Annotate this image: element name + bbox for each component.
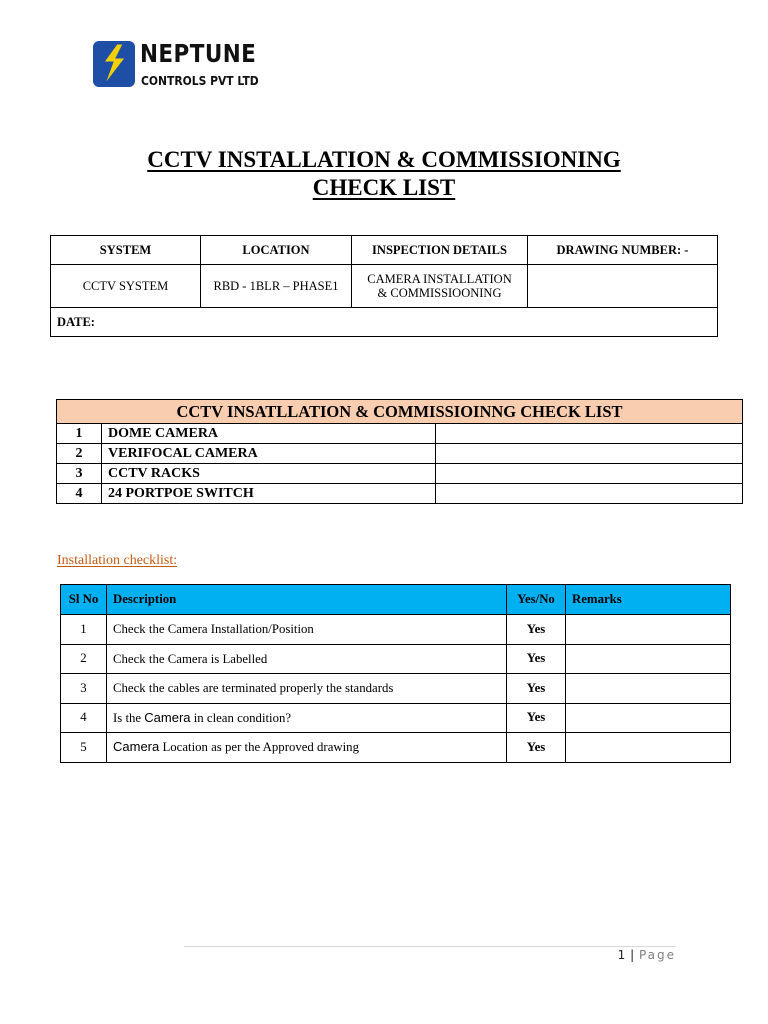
- header-yes-no: Yes/No: [507, 585, 566, 615]
- date-row: [51, 308, 718, 337]
- page-separator: |: [630, 948, 635, 962]
- logo-subtitle: CONTROLS PVT LTD: [141, 73, 259, 88]
- equipment-name: VERIFOCAL CAMERA: [102, 444, 436, 464]
- header-remarks: Remarks: [566, 585, 731, 615]
- system-value: CCTV SYSTEM: [51, 265, 201, 308]
- equipment-value: [436, 444, 743, 464]
- sl-no-cell: 5: [61, 733, 107, 763]
- table-row: [61, 615, 731, 645]
- installation-checklist-label: Installation checklist:: [57, 553, 178, 568]
- installation-checklist-table: [60, 584, 731, 763]
- logo-name: NEPTUNE: [140, 39, 257, 68]
- table-row: [57, 444, 743, 464]
- page-number: 1: [617, 948, 626, 962]
- table-row: [61, 644, 731, 674]
- description-text: Check the Camera Installation/Position: [113, 622, 314, 637]
- equipment-number: 1: [57, 424, 102, 444]
- page-title: [0, 146, 768, 202]
- description-text-sans: Camera: [144, 709, 191, 725]
- remarks-cell: [566, 703, 731, 733]
- equipment-name: 24 PORTPOE SWITCH: [102, 484, 436, 504]
- description-cell: [107, 644, 507, 674]
- remarks-cell: [566, 674, 731, 704]
- title-line-2: CHECK LIST: [312, 175, 456, 200]
- header-drawing-number: DRAWING NUMBER: -: [528, 236, 718, 265]
- equipment-value: [436, 484, 743, 504]
- equipment-name: DOME CAMERA: [102, 424, 436, 444]
- equipment-value: [436, 464, 743, 484]
- remarks-cell: [566, 644, 731, 674]
- drawing-number-value: [528, 265, 718, 308]
- location-value: RBD - 1BLR – PHASE1: [201, 265, 352, 308]
- sl-no-cell: 2: [61, 644, 107, 674]
- equipment-number: 3: [57, 464, 102, 484]
- info-value-row: [51, 265, 718, 308]
- description-cell: [107, 703, 507, 733]
- page-footer: [560, 948, 676, 962]
- description-text: Check the Camera is Labelled: [113, 651, 268, 666]
- table-row: [57, 424, 743, 444]
- remarks-cell: [566, 733, 731, 763]
- sl-no-cell: 1: [61, 615, 107, 645]
- equipment-number: 2: [57, 444, 102, 464]
- equipment-table-heading: CCTV INSATLLATION & COMMISSIOINNG CHECK LIST: [57, 400, 743, 424]
- inspection-details-value: [352, 265, 528, 308]
- description-text-sans: Camera: [113, 739, 160, 755]
- description-cell: [107, 615, 507, 645]
- sl-no-cell: 4: [61, 703, 107, 733]
- inspection-line-1: CAMERA INSTALLATION: [367, 272, 512, 286]
- table-row: [61, 733, 731, 763]
- date-label: DATE:: [51, 308, 718, 337]
- remarks-cell: [566, 615, 731, 645]
- equipment-name: CCTV RACKS: [102, 464, 436, 484]
- title-line-1: CCTV INSTALLATION & COMMISSIONING: [147, 147, 621, 172]
- info-header-row: [51, 236, 718, 265]
- header-system: SYSTEM: [51, 236, 201, 265]
- equipment-table: [56, 399, 743, 504]
- yes-no-cell: Yes: [507, 733, 566, 763]
- info-table: [50, 235, 718, 337]
- equipment-heading-row: [57, 400, 743, 424]
- sl-no-cell: 3: [61, 674, 107, 704]
- equipment-value: [436, 424, 743, 444]
- yes-no-cell: Yes: [507, 644, 566, 674]
- description-text: Is the: [113, 710, 145, 725]
- description-text-tail: Location as per the Approved drawing: [159, 740, 359, 755]
- description-cell: [107, 733, 507, 763]
- header-location: LOCATION: [201, 236, 352, 265]
- inspection-line-2: & COMMISSIOONING: [377, 286, 502, 300]
- equipment-number: 4: [57, 484, 102, 504]
- table-row: [61, 674, 731, 704]
- header-sl-no: Sl No: [61, 585, 107, 615]
- description-text: Check the cables are terminated properly the standards: [113, 681, 394, 696]
- header-description: Description: [107, 585, 507, 615]
- yes-no-cell: Yes: [507, 615, 566, 645]
- lightning-bolt-icon: [92, 40, 136, 88]
- table-row: [61, 703, 731, 733]
- checklist-header-row: [61, 585, 731, 615]
- yes-no-cell: Yes: [507, 674, 566, 704]
- table-row: [57, 484, 743, 504]
- header-inspection-details: INSPECTION DETAILS: [352, 236, 528, 265]
- company-logo: [92, 40, 272, 92]
- yes-no-cell: Yes: [507, 703, 566, 733]
- footer-divider: [184, 946, 676, 947]
- description-text-tail: in clean condition?: [190, 710, 292, 725]
- description-cell: [107, 674, 507, 704]
- page-label: Page: [638, 948, 676, 962]
- table-row: [57, 464, 743, 484]
